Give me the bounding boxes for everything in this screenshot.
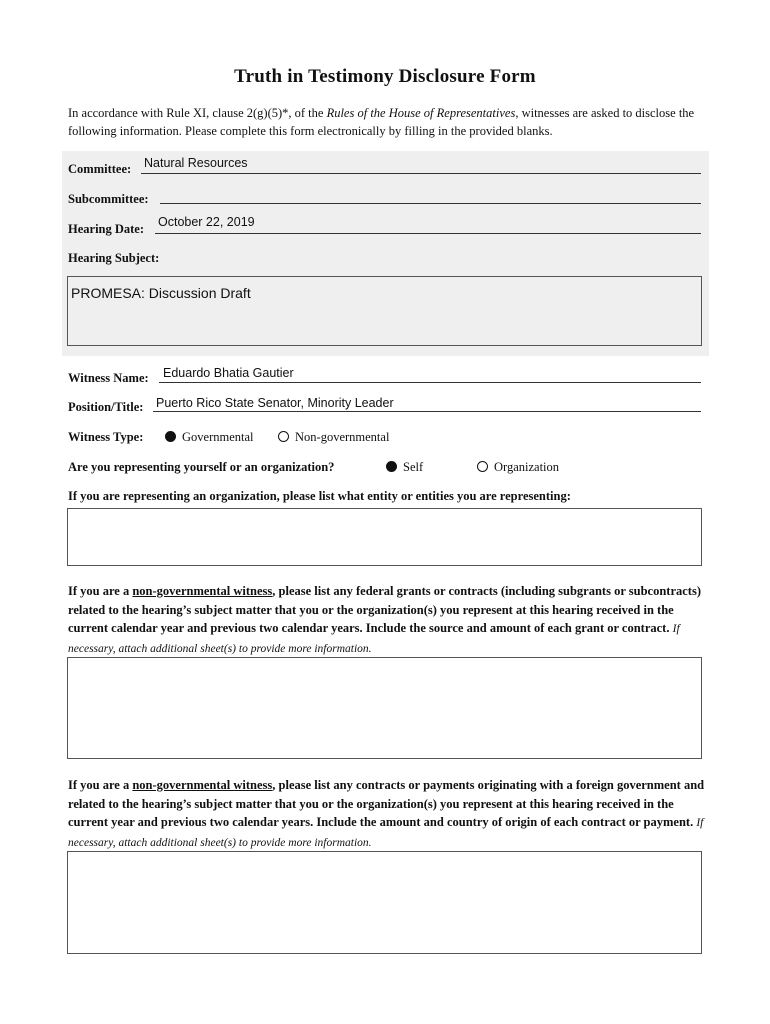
witness-type-label: Witness Type: bbox=[68, 430, 144, 444]
hearing-date-field[interactable] bbox=[155, 233, 701, 234]
organization-radio[interactable] bbox=[477, 461, 488, 472]
governmental-radio[interactable] bbox=[165, 431, 176, 442]
form-title: Truth in Testimony Disclosure Form bbox=[234, 66, 536, 87]
intro-text-start: In accordance with Rule XI, clause 2(g)(5)*, of the bbox=[68, 106, 327, 120]
position-title-label: Position/Title: bbox=[68, 400, 144, 414]
committee-value: Natural Resources bbox=[144, 156, 248, 170]
witness-name-value: Eduardo Bhatia Gautier bbox=[163, 366, 294, 380]
committee-field[interactable] bbox=[141, 173, 701, 174]
foreign-question-note: If necessary, attach additional sheet(s) to provide more information. bbox=[68, 817, 704, 849]
self-option-label: Self bbox=[403, 460, 424, 474]
hearing-subject-field[interactable] bbox=[67, 276, 702, 346]
hearing-date-label: Hearing Date: bbox=[68, 222, 145, 236]
foreign-question-underlined: non-governmental witness bbox=[132, 778, 273, 792]
organization-entities-value bbox=[68, 509, 701, 525]
non-governmental-option-label: Non-governmental bbox=[295, 430, 390, 444]
position-title-value: Puerto Rico State Senator, Minority Leader bbox=[156, 396, 394, 410]
rules-title: Rules of the House of Representatives bbox=[326, 106, 516, 120]
grants-question-underlined: non-governmental witness bbox=[132, 584, 273, 598]
position-title-field[interactable] bbox=[153, 411, 701, 412]
subcommittee-field[interactable] bbox=[160, 203, 701, 204]
organization-question: If you are representing an organization, please list what entity or entities you are representing: bbox=[68, 489, 571, 503]
grants-contracts-value bbox=[68, 658, 701, 674]
grants-question-prefix: If you are a bbox=[68, 584, 133, 598]
committee-label: Committee: bbox=[68, 162, 132, 176]
hearing-subject-label: Hearing Subject: bbox=[68, 251, 160, 265]
hearing-subject-value: PROMESA: Discussion Draft bbox=[71, 285, 251, 301]
non-governmental-radio[interactable] bbox=[278, 431, 289, 442]
organization-entities-field[interactable] bbox=[67, 508, 702, 566]
foreign-payments-field[interactable] bbox=[67, 851, 702, 954]
witness-name-field[interactable] bbox=[159, 382, 701, 383]
self-radio[interactable] bbox=[386, 461, 397, 472]
intro-text bbox=[68, 104, 708, 140]
representing-label: Are you representing yourself or an organization? bbox=[68, 460, 335, 474]
witness-name-label: Witness Name: bbox=[68, 371, 149, 385]
grants-question bbox=[68, 582, 708, 658]
grants-question-note: If necessary, attach additional sheet(s) to provide more information. bbox=[68, 623, 680, 655]
governmental-option-label: Governmental bbox=[182, 430, 254, 444]
grants-question-body: , please list any federal grants or contracts (including subgrants or subcontracts) related to the hearing’s subject matter that you or the organization(s) you represent at this hearing received in the current calendar year and previous two calendar years. Include the source and amount of each grant or contract. bbox=[68, 584, 701, 635]
intro-text-end: , witnesses are asked to disclose the following information. Please complete this form electronically by filling in the provided blanks. bbox=[68, 106, 695, 138]
hearing-date-value: October 22, 2019 bbox=[158, 215, 255, 229]
foreign-question bbox=[68, 776, 708, 852]
foreign-payments-value bbox=[68, 852, 701, 868]
grants-contracts-field[interactable] bbox=[67, 657, 702, 759]
foreign-question-body: , please list any contracts or payments originating with a foreign government and related to the hearing’s subject matter that you or the organization(s) you represent at this hearing received in the current year and previous two calendar years. Include the amount and country of origin of each contract or payment. bbox=[68, 778, 705, 829]
organization-option-label: Organization bbox=[494, 460, 560, 474]
subcommittee-label: Subcommittee: bbox=[68, 192, 149, 206]
foreign-question-prefix: If you are a bbox=[68, 778, 133, 792]
